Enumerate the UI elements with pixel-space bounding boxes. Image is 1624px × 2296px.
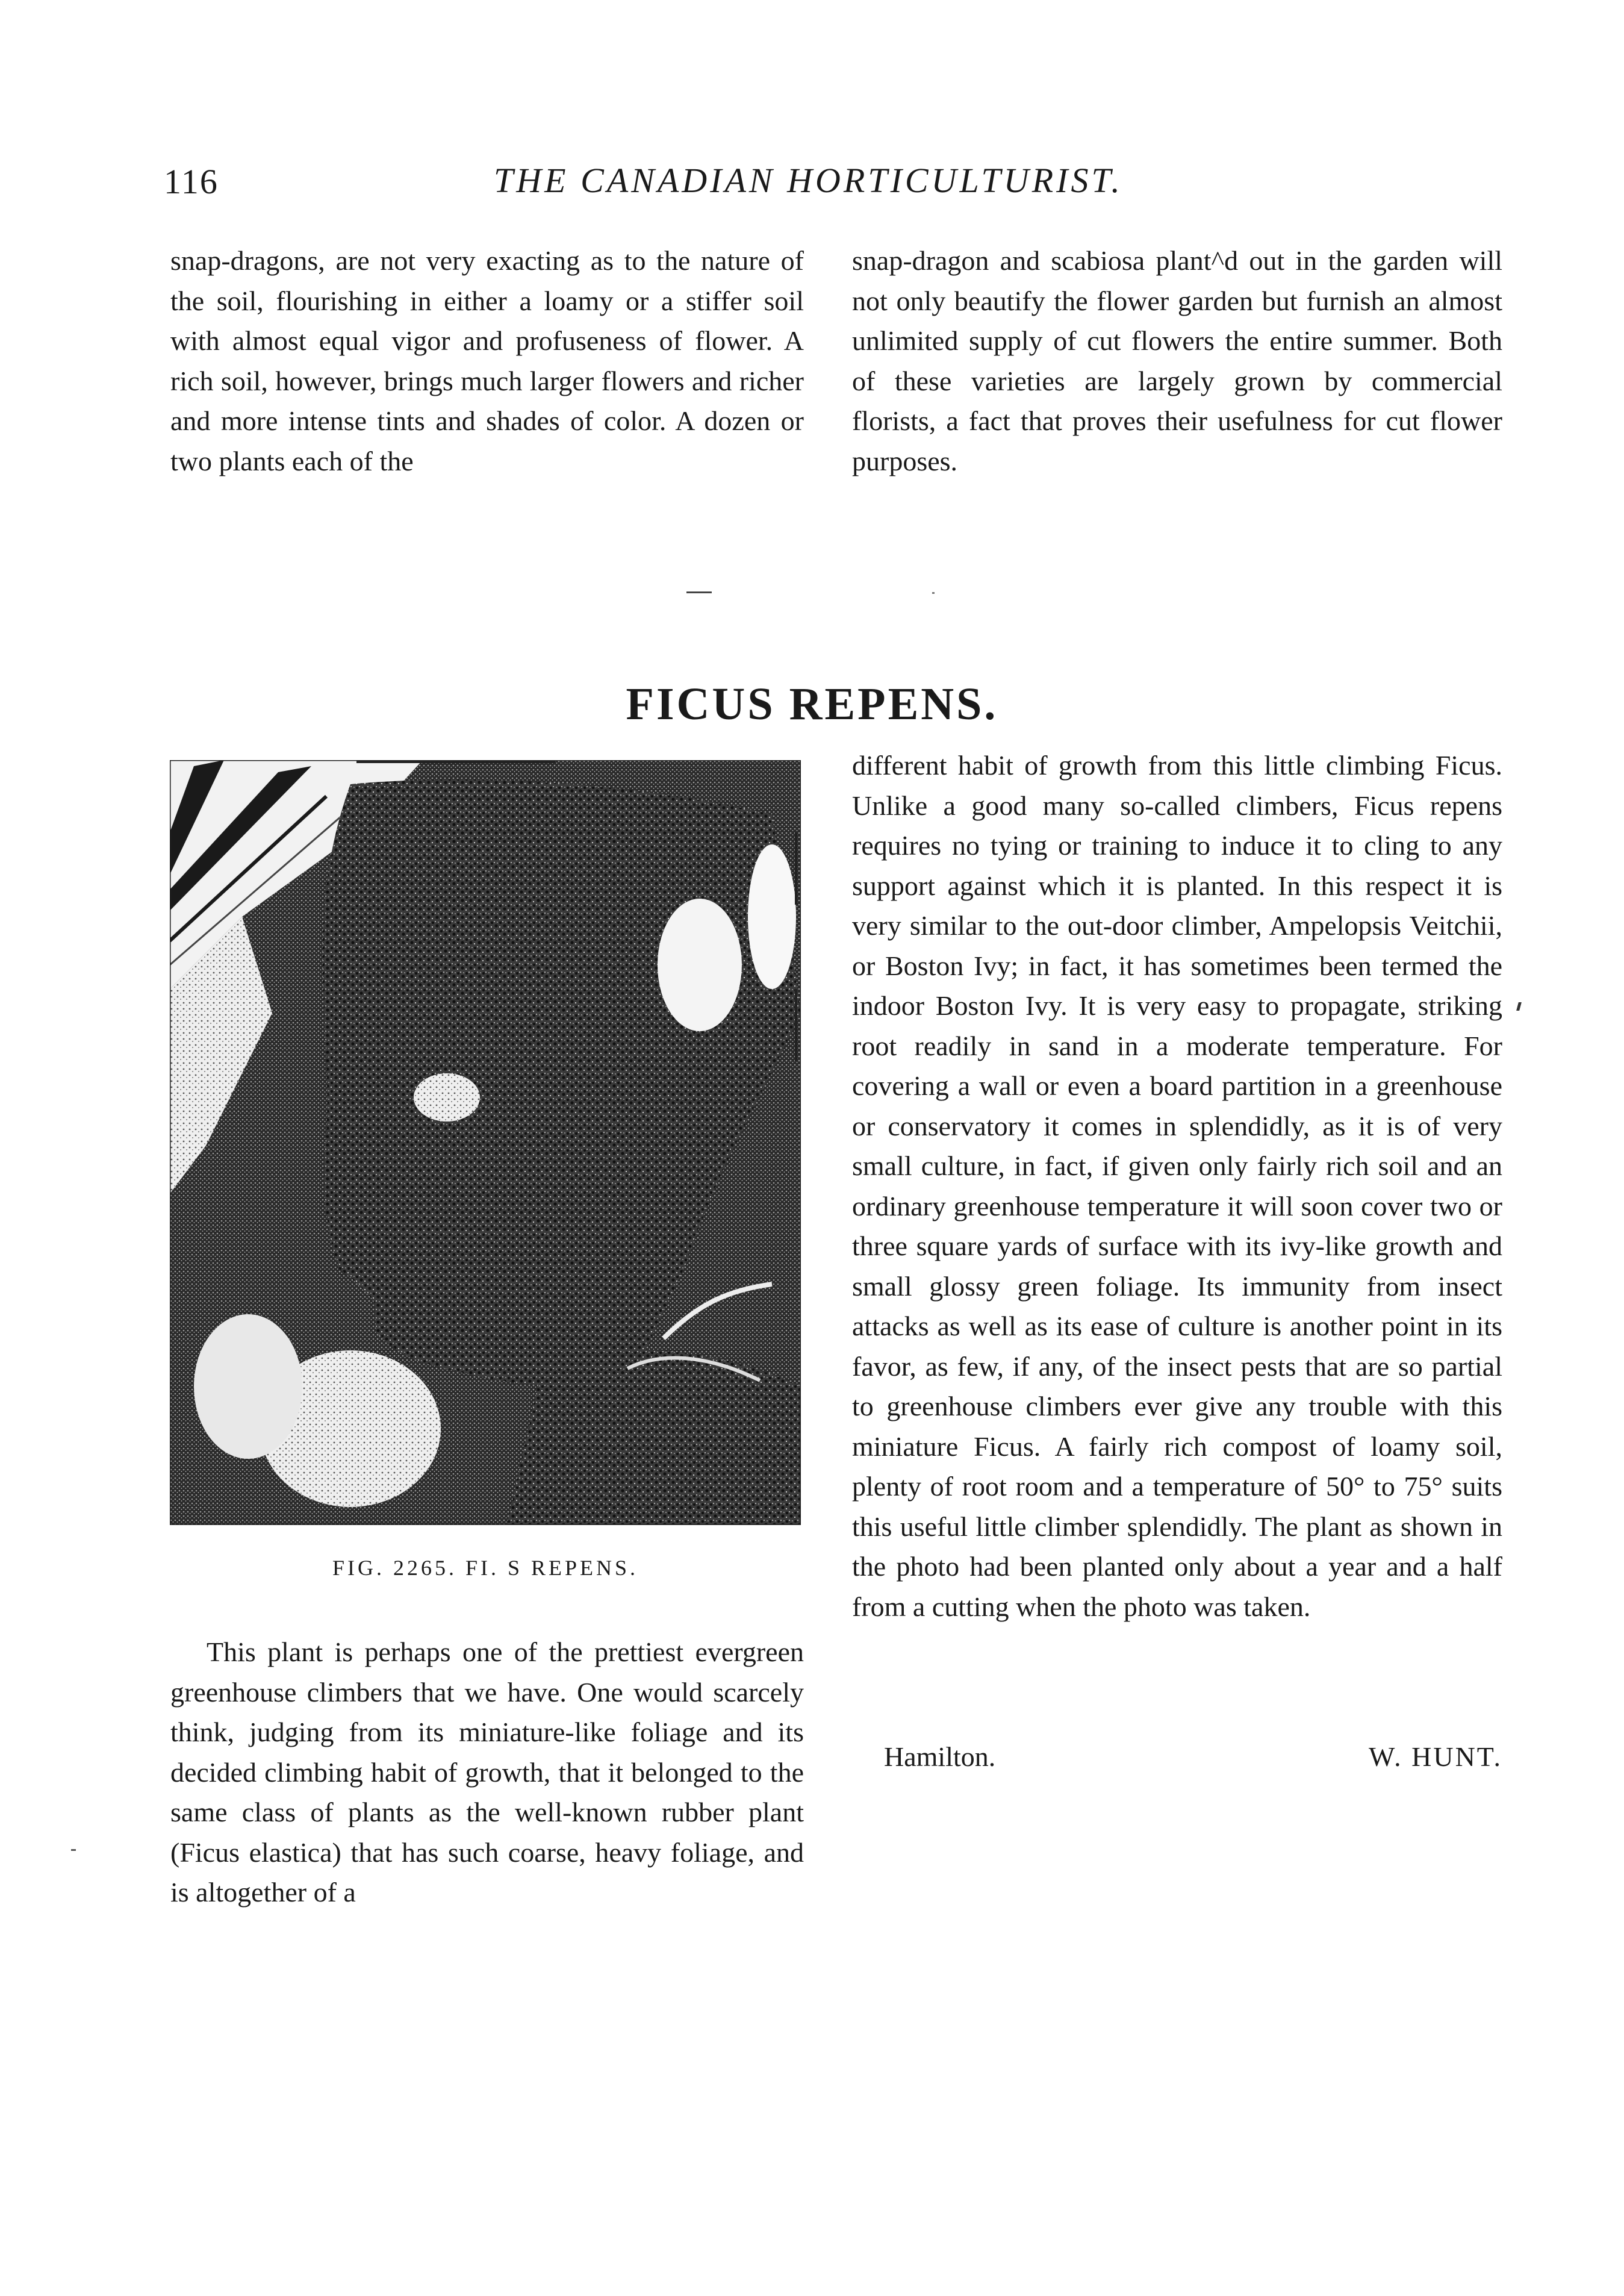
signoff-place: Hamilton. [884,1741,996,1772]
top-left-column [170,241,804,481]
figure-photo [170,760,801,1525]
stray-print-mark-margin [71,1849,76,1851]
article-left-column [170,1632,804,1913]
figure-caption: FIG. 2265. FI. S REPENS. [332,1556,639,1580]
ficus-repens-photo [170,760,801,1525]
signoff-author: W. HUNT. [1368,1741,1502,1772]
article-right-paragraph: different habit of growth from this little climbing Ficus. Unlike a good many so-called climbers, Ficus repens requires no tying or training to induce it to cling to any support against which it is planted. In this respect it is very similar to the out-door climber, Ampelopsis Veitchii, or Boston Ivy; in fact, it has sometimes been termed the indoor Boston Ivy. It is very easy to propagate, striking root readily in sand in a moderate temperature. For covering a wall or even a board partition in a greenhouse or conservatory it comes in splendidly, as it is of very small culture, in fact, if given only fairly rich soil and an ordinary greenhouse temperature it will soon cover two or three square yards of surface with its ivy-like growth and small glossy green foliage. Its immunity from insect attacks as well as its ease of culture is another point in its favor, as few, if any, of the insect pests that are so partial to greenhouse climbers ever give any trouble with this miniature Ficus. A fairly rich compost of loamy soil, plenty of root room and a temperature of 50° to 75° suits this useful little climber splendidly. The plant as shown in the photo had been planted only about a year and a half from a cutting when the photo was taken. [852,750,1502,1622]
top-left-paragraph: snap-dragons, are not very exacting as to the nature of the soil, flourishing in either a loamy or a stiffer soil with almost equal vigor and profuseness of flower. A rich soil, however, brings much larger flowers and richer and more intense tints and shades of color. A dozen or two plants each of the [170,245,804,476]
page-number: 116 [164,162,219,201]
article-right-column [852,746,1502,1627]
article-title: FICUS REPENS. [626,678,998,729]
running-head: THE CANADIAN HORTICULTURIST. [494,161,1123,200]
stray-print-mark [1516,1002,1522,1011]
top-right-column [852,241,1502,481]
section-divider-dot [932,592,935,594]
article-left-paragraph: This plant is perhaps one of the prettiest evergreen greenhouse climbers that we have. One would scarcely think, judging from its miniature-like foliage and its decided climbing habit of growth, that it belonged to the same class of plants as the well-known rubber plant (Ficus elastica) that has such coarse, heavy foliage, and is altogether of a [170,1636,804,1908]
section-divider [686,591,712,593]
top-right-paragraph: snap-dragon and scabiosa plant^d out in the garden will not only beautify the flower garden but furnish an almost unlimited supply of cut flowers the entire summer. Both of these varieties are largely grown by commercial florists, a fact that proves their usefulness for cut flower purposes. [852,245,1502,476]
